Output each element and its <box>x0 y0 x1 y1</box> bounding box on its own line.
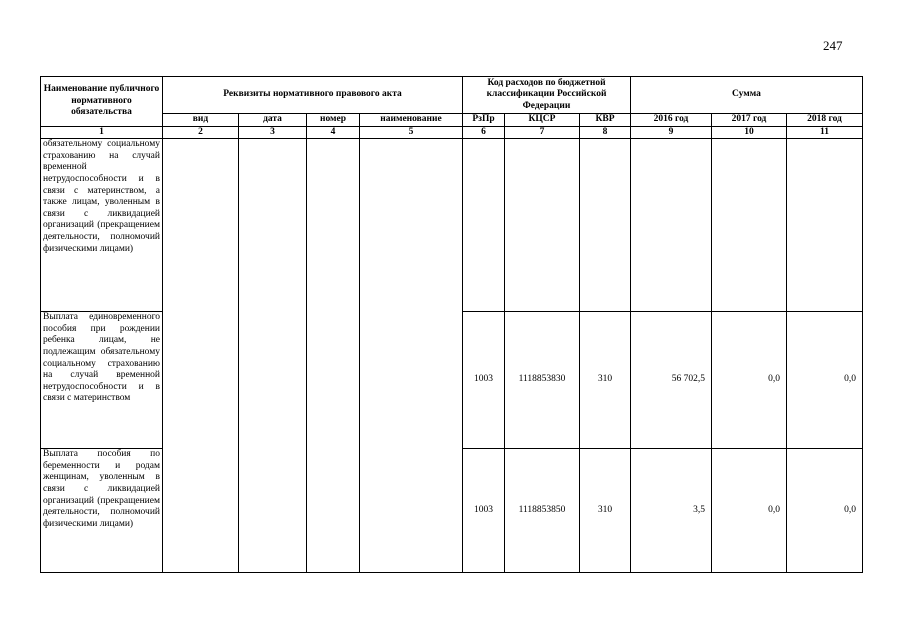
subheader-rzpr: РзПр <box>463 114 505 127</box>
kcsr-cell: 1118853850 <box>505 449 580 573</box>
obligation-name: Выплата пособия по беременности и родам женщинам, уволенным в связи с ликвидацией организаций (прекращением деятельности, полномочий физическими лицами) <box>41 449 163 573</box>
header-sum: Сумма <box>631 77 863 114</box>
amount-2018-cell: 0,0 <box>787 312 863 449</box>
column-number: 4 <box>307 126 360 139</box>
amount-2017-cell: 0,0 <box>712 312 787 449</box>
header-obligation: Наименование публичного нормативного обязательства <box>41 77 163 127</box>
requisite-number-cell <box>307 139 360 573</box>
column-number: 1 <box>41 126 163 139</box>
rzpr-cell: 1003 <box>463 449 505 573</box>
table-row <box>41 139 863 312</box>
subheader-kvr: КВР <box>580 114 631 127</box>
rzpr-cell: 1003 <box>463 312 505 449</box>
subheader-kind: вид <box>163 114 239 127</box>
subheader-row <box>41 114 863 127</box>
kvr-cell: 310 <box>580 449 631 573</box>
header-row <box>41 77 863 114</box>
kvr-cell <box>580 139 631 312</box>
column-number: 8 <box>580 126 631 139</box>
amount-2016-cell: 3,5 <box>631 449 712 573</box>
obligation-name: Выплата единовременного пособия при рождении ребенка лицам, не подлежащим обязательному социальному страхованию на случай временной нетрудоспособности и в связи с материнством <box>41 312 163 449</box>
budget-obligations-table <box>40 76 863 573</box>
header-budget-code: Код расходов по бюджетной классификации Российской Федерации <box>463 77 631 114</box>
kvr-cell: 310 <box>580 312 631 449</box>
subheader-name: наименование <box>360 114 463 127</box>
requisite-date-cell <box>239 139 307 573</box>
amount-2016-cell: 56 702,5 <box>631 312 712 449</box>
obligation-name: обязательному социальному страхованию на случай временной нетрудоспособности и в связи с материнством, а также лицам, уволенным в связи с ликвидацией организаций (прекращением деятельности, полномочий физическими лицами) <box>41 139 163 312</box>
kcsr-cell <box>505 139 580 312</box>
column-number: 6 <box>463 126 505 139</box>
column-number: 7 <box>505 126 580 139</box>
amount-2018-cell: 0,0 <box>787 449 863 573</box>
amount-2016-cell <box>631 139 712 312</box>
subheader-2017: 2017 год <box>712 114 787 127</box>
column-number: 5 <box>360 126 463 139</box>
amount-2017-cell: 0,0 <box>712 449 787 573</box>
column-number: 3 <box>239 126 307 139</box>
column-number: 2 <box>163 126 239 139</box>
subheader-2018: 2018 год <box>787 114 863 127</box>
kcsr-cell: 1118853830 <box>505 312 580 449</box>
subheader-number: номер <box>307 114 360 127</box>
amount-2017-cell <box>712 139 787 312</box>
amount-2018-cell <box>787 139 863 312</box>
rzpr-cell <box>463 139 505 312</box>
column-number: 9 <box>631 126 712 139</box>
column-numbers-row <box>41 126 863 139</box>
requisite-name-cell <box>360 139 463 573</box>
requisite-kind-cell <box>163 139 239 573</box>
page-number: 247 <box>823 38 843 53</box>
column-number: 11 <box>787 126 863 139</box>
subheader-2016: 2016 год <box>631 114 712 127</box>
subheader-date: дата <box>239 114 307 127</box>
subheader-kcsr: КЦСР <box>505 114 580 127</box>
header-requisites: Реквизиты нормативного правового акта <box>163 77 463 114</box>
column-number: 10 <box>712 126 787 139</box>
